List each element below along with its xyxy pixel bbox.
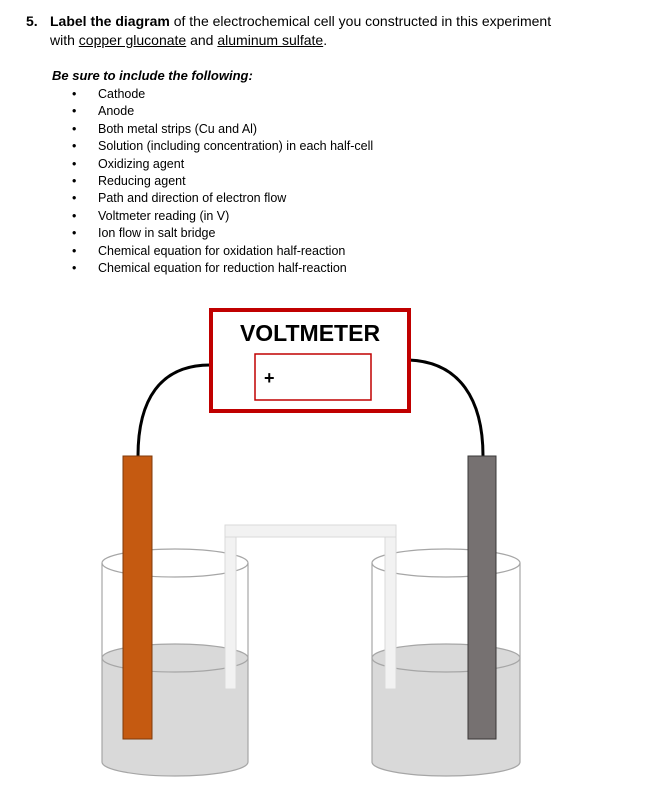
aluminum-strip bbox=[468, 456, 496, 739]
plus-sign: + bbox=[264, 368, 275, 388]
checklist-item-label: Cathode bbox=[98, 87, 146, 101]
checklist-item-label: Chemical equation for reduction half-reaction bbox=[98, 260, 347, 275]
bullet: • bbox=[72, 191, 77, 206]
question-text-d: . bbox=[323, 32, 328, 48]
bullet: • bbox=[72, 104, 77, 119]
bullet: • bbox=[72, 156, 77, 171]
bullet: • bbox=[72, 208, 77, 223]
question-text-a: of the electrochemical cell you constructed in this experiment bbox=[169, 13, 552, 29]
bullet: • bbox=[72, 243, 77, 258]
checklist-item-label: Solution (including concentration) in each half-cell bbox=[98, 139, 374, 154]
question-lead: Label the diagram bbox=[50, 13, 170, 29]
checklist-item-label: Reducing agent bbox=[98, 173, 186, 188]
checklist-item-label: Ion flow in salt bridge bbox=[98, 226, 216, 241]
question-text-c: and bbox=[186, 32, 218, 48]
aluminum-sulfate-text: aluminum sulfate bbox=[217, 32, 324, 48]
checklist-item-label: Chemical equation for oxidation half-reaction bbox=[98, 243, 346, 258]
bullet: • bbox=[72, 260, 77, 275]
checklist-item-label: Voltmeter reading (in V) bbox=[98, 208, 230, 223]
bullet: • bbox=[72, 121, 77, 136]
salt-bridge-right-leg bbox=[385, 537, 396, 689]
salt-bridge-left-leg bbox=[225, 537, 236, 689]
checklist-item-label: Both metal strips (Cu and Al) bbox=[98, 121, 258, 136]
question-number: 5. bbox=[26, 13, 38, 29]
salt-bridge-top bbox=[225, 525, 396, 537]
checklist-item-label: Path and direction of electron flow bbox=[98, 191, 287, 206]
copper-gluconate-text: copper gluconate bbox=[78, 32, 187, 48]
instructions-heading: Be sure to include the following: bbox=[52, 68, 253, 83]
salt-bridge bbox=[225, 525, 396, 689]
checklist-item-label: Oxidizing agent bbox=[98, 156, 185, 171]
bullet: • bbox=[72, 87, 77, 101]
bullet: • bbox=[72, 173, 77, 188]
bullet: • bbox=[72, 226, 77, 241]
voltmeter-label: VOLTMETER bbox=[239, 320, 381, 346]
bullet: • bbox=[72, 139, 77, 154]
copper-strip bbox=[123, 456, 152, 739]
left-wire bbox=[138, 365, 210, 456]
question-text-b: with bbox=[50, 32, 79, 48]
right-wire bbox=[409, 360, 483, 456]
checklist-item-label: Anode bbox=[98, 104, 135, 119]
